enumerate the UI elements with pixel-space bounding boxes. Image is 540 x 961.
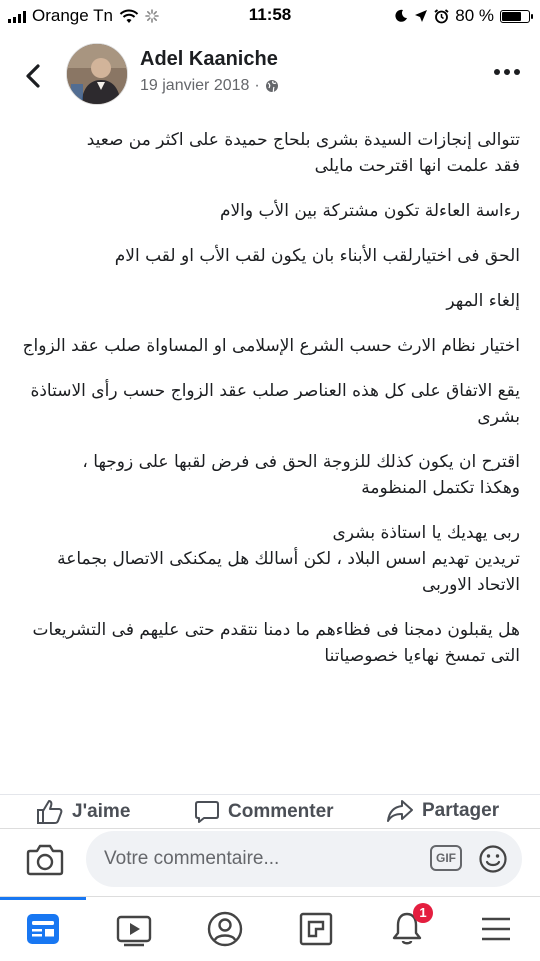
share-button[interactable] xyxy=(386,799,499,823)
post-paragraph: هل يقبلون دمجنا فى فظاءهم ما دمنا نتقدم حتى عليهم فى التشريعات التى تمسخ نهاءيا خصوصياتنا xyxy=(32,620,520,666)
battery-icon xyxy=(500,10,530,23)
status-bar xyxy=(0,0,540,32)
active-tab-indicator xyxy=(0,897,86,900)
battery-percent: 80 % xyxy=(455,6,494,25)
post-date[interactable]: 19 janvier 2018 xyxy=(140,77,250,94)
bottom-tab-bar xyxy=(0,896,540,961)
emoji-icon[interactable] xyxy=(478,844,508,874)
post-paragraph: ربى يهديك يا استاذة بشرى تريدين تهديم اسس البلاد ، لكن أسالك هل يمكنكى الاتصال بجماعة الاتحاد الاوربى xyxy=(57,523,520,595)
post-paragraph: إلغاء المهر xyxy=(446,291,520,311)
hamburger-menu-icon xyxy=(476,909,516,949)
author-name[interactable]: Adel Kaaniche xyxy=(140,48,278,70)
tab-notifications[interactable] xyxy=(387,905,427,949)
post-body xyxy=(14,127,520,688)
avatar[interactable] xyxy=(66,43,128,105)
location-arrow-icon xyxy=(414,9,428,23)
comment-bubble-icon xyxy=(194,799,220,825)
tab-news-feed[interactable] xyxy=(23,909,63,949)
moon-icon xyxy=(394,9,408,23)
clock: 11:58 xyxy=(248,5,292,24)
profile-icon xyxy=(205,909,245,949)
post-paragraph: يقع الاتفاق على كل هذه العناصر صلب عقد الزواج حسب رأى الاستاذة بشرى xyxy=(30,381,520,427)
comment-input[interactable] xyxy=(86,831,522,887)
notification-badge: 1 xyxy=(413,903,433,923)
share-arrow-icon xyxy=(386,799,414,823)
post-paragraph: الحق فى اختيارلقب الأبناء بان يكون لقب الأب او لقب الام xyxy=(114,246,520,266)
comment-button[interactable] xyxy=(194,799,334,825)
camera-icon[interactable] xyxy=(26,843,64,877)
alarm-icon xyxy=(434,9,449,24)
thumbs-up-icon xyxy=(36,799,64,825)
tab-pages[interactable] xyxy=(296,909,336,949)
post-actions xyxy=(0,794,540,829)
more-icon[interactable] xyxy=(494,69,520,75)
tab-menu[interactable] xyxy=(476,909,516,949)
comment-bar xyxy=(0,828,540,891)
like-button[interactable] xyxy=(36,799,130,825)
news-feed-icon xyxy=(23,909,63,949)
like-label: J'aime xyxy=(72,801,131,822)
comment-label: Commenter xyxy=(228,801,334,822)
pages-icon xyxy=(296,909,336,949)
post-paragraph: اختيار نظام الارث حسب الشرع الإسلامى او المساواة صلب عقد الزواج xyxy=(22,336,520,356)
video-play-icon xyxy=(114,909,154,949)
globe-icon xyxy=(265,79,279,93)
carrier-name: Orange Tn xyxy=(32,6,113,25)
gif-button[interactable]: GIF xyxy=(430,845,462,871)
post-paragraph: اقترح ان يكون كذلك للزوجة الحق فى فرض لقبها على زوجها ، وهكذا تكتمل المنظومة xyxy=(82,452,520,498)
post-header xyxy=(0,36,540,116)
comment-placeholder: Votre commentaire... xyxy=(104,848,280,869)
post-paragraph: تتوالى إنجازات السيدة بشرى بلحاج حميدة على اكثر من صعيد فقد علمت انها اقترحت مايلى xyxy=(86,130,520,176)
back-chevron-icon[interactable] xyxy=(20,62,48,90)
post-paragraph: رءاسة العاءلة تكون مشتركة بين الأب والام xyxy=(219,201,520,221)
tab-profile[interactable] xyxy=(205,909,245,949)
tab-watch[interactable] xyxy=(114,909,154,949)
share-label: Partager xyxy=(422,800,500,821)
meta-separator: · xyxy=(254,77,260,94)
post-meta xyxy=(140,77,279,95)
